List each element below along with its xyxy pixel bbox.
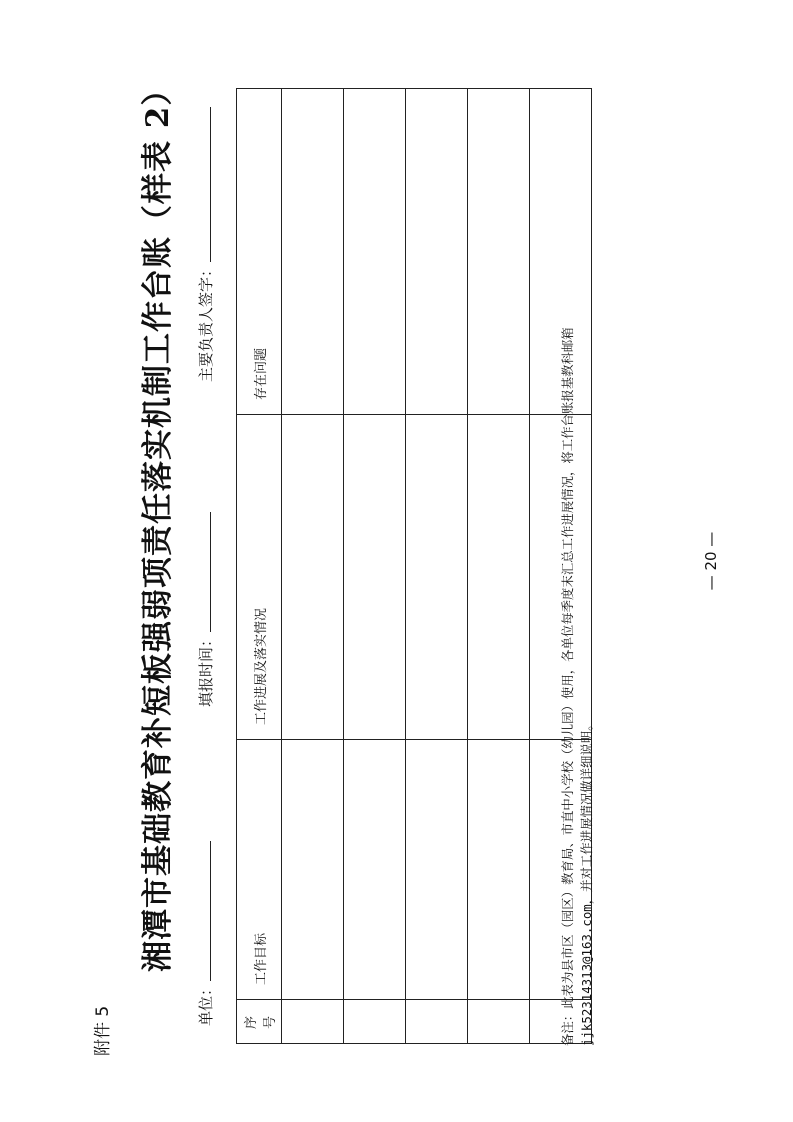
table-cell — [282, 415, 344, 740]
table-row — [468, 89, 530, 1044]
table-header-row — [237, 89, 282, 1044]
table-cell — [468, 415, 530, 740]
annex-label: 附件 5 — [93, 1005, 113, 1056]
table-cell — [282, 89, 344, 415]
document-title: 湘潭市基础教育补短板强弱项责任落实机制工作台账（样表 2） — [140, 73, 176, 972]
signature-blank-line — [196, 107, 211, 262]
remarks-line-2: jjk52314313@163.com，并对工作进展情况做详细说明。 — [579, 718, 594, 1046]
table-cell — [344, 740, 406, 1000]
table-cell — [282, 1000, 344, 1044]
header-progress: 工作进展及落实情况 — [237, 415, 282, 740]
signature-field — [195, 107, 216, 382]
header-work-goal: 工作目标 — [237, 740, 282, 1000]
fill-time-blank-line — [196, 512, 211, 632]
fill-time-label: 填报时间： — [197, 631, 215, 707]
table-row — [406, 89, 468, 1044]
table-row — [282, 89, 344, 1044]
unit-label: 单位： — [197, 980, 215, 1026]
unit-blank-line — [196, 841, 211, 981]
table-cell — [344, 1000, 406, 1044]
table-cell — [406, 1000, 468, 1044]
table-cell — [406, 415, 468, 740]
table-cell — [468, 89, 530, 415]
table-row — [344, 89, 406, 1044]
table-cell — [282, 740, 344, 1000]
table-cell — [344, 89, 406, 415]
page-number: — 20 — — [702, 531, 720, 591]
table-cell — [406, 740, 468, 1000]
header-issues: 存在问题 — [237, 89, 282, 415]
remarks-note — [558, 86, 596, 1046]
header-index: 序号 — [237, 1000, 282, 1044]
table-cell — [468, 740, 530, 1000]
remarks-line-1: 备注：此表为县市区（园区）教育局、市直中小学校（幼儿园）使用，各单位每季度末汇总工作进展情况，将工作台账报基教科邮箱 — [560, 327, 575, 1046]
signature-label: 主要负责人签字： — [197, 261, 215, 382]
unit-field — [195, 841, 216, 1026]
table-cell — [406, 89, 468, 415]
table-cell — [468, 1000, 530, 1044]
ledger-table — [236, 88, 592, 1044]
table-cell — [344, 415, 406, 740]
fill-time-field — [195, 512, 216, 707]
